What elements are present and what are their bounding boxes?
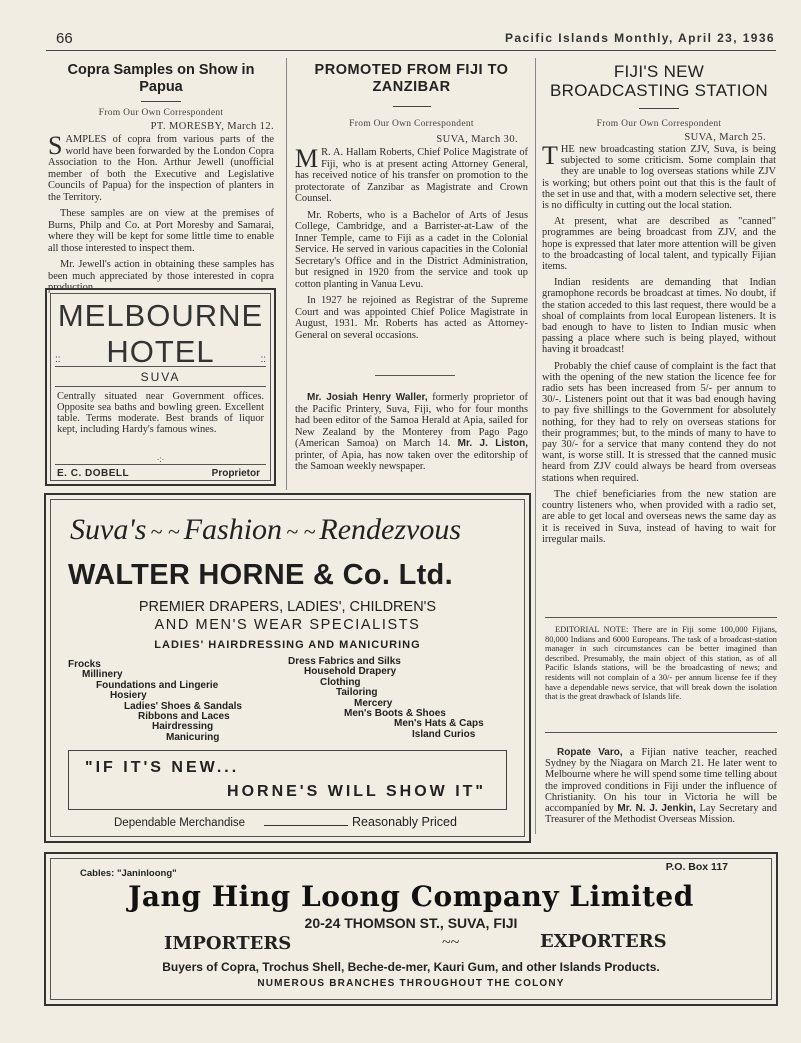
editorial-rule-bottom <box>545 732 777 733</box>
headline-rule <box>141 101 181 102</box>
jang-buyers: Buyers of Copra, Trochus Shell, Beche-de-mer, Kauri Gum, and other Islands Products. <box>162 960 660 974</box>
broadcasting-dateline: SUVA, March 25. <box>684 132 766 143</box>
jang-separator: ~~ <box>442 934 460 951</box>
zanzibar-paragraph-1: R. A. Hallam Roberts, Chief Police Magistrate of Fiji, who is at present acting Attorney General, has received notice of his transfer on promotion to the protectorate of Zanzibar as Magistrate and Crown Counsel. <box>295 147 528 204</box>
liston-lead: Mr. J. Liston, <box>457 438 528 449</box>
broadcasting-correspondent: From Our Own Correspondent <box>596 119 722 129</box>
horne-slogan-1: "IF IT'S NEW... <box>85 759 240 776</box>
list-item: Clothing <box>320 676 361 688</box>
copra-article <box>48 62 274 299</box>
editorial-note: EDITORIAL NOTE: There are in Fiji some 100,000 Fijians, 80,000 Indians and 6000 Europeans. The task of a broadcast-station manager in such circumstances can be better imagined than described. Presumably, the main object of this station, as of all Pacific Islands stations, will be the broadcasting of news; and residents will not complain of a 30/- per annum license fee if they have a dependable news service, that will break down the isolation that is the great drawback of Islands life. <box>545 625 777 702</box>
dots-right: :: <box>260 354 266 365</box>
copra-dateline: PT. MORESBY, March 12. <box>150 121 274 132</box>
list-item: Mercery <box>354 697 393 709</box>
list-item: Hairdressing <box>152 721 214 733</box>
varo-text-2: Lay Secretary and Treasurer of the Methodist Overseas Mission. <box>545 803 777 826</box>
jang-po-box: P.O. Box 117 <box>665 861 728 873</box>
zanzibar-correspondent: From Our Own Correspondent <box>349 119 474 129</box>
jang-branches: NUMEROUS BRANCHES THROUGHOUT THE COLONY <box>257 978 565 989</box>
tagline-dash-1: ~ ~ <box>150 519 180 544</box>
horne-footer-right: Reasonably Priced <box>352 815 457 829</box>
tagline-dash-2: ~ ~ <box>286 519 316 544</box>
copra-dropcap: S <box>48 131 63 160</box>
editorial-rule-top <box>545 617 777 618</box>
horne-slogan-box <box>68 750 507 810</box>
varo-note <box>545 747 777 830</box>
broadcasting-body <box>542 141 777 545</box>
horne-line-3: LADIES' HAIRDRESSING AND MANICURING <box>154 639 421 651</box>
zanzibar-dropcap: M <box>295 144 319 173</box>
headline-rule <box>393 106 431 107</box>
waller-text: formerly proprietor of the Pacific Printery, Suva, Fiji, who for four months had been editor of the Samoa Herald at Apia, sailed for New Zealand by the Monterey from Pago Pago (American Samoa) on March 14. <box>295 392 528 449</box>
section-rule <box>375 375 455 376</box>
copra-headline: Copra Samples on Show in Papua <box>67 62 255 95</box>
list-item: Men's Hats & Caps <box>394 718 484 730</box>
horne-line-1: PREMIER DRAPERS, LADIES', CHILDREN'S <box>138 599 437 615</box>
copra-correspondent: From Our Own Correspondent <box>98 108 224 118</box>
horne-company-name: WALTER HORNE & Co. Ltd. <box>68 559 453 591</box>
jang-address: 20-24 THOMSON ST., SUVA, FIJI <box>304 915 518 931</box>
tagline-fashion: Fashion <box>183 513 283 546</box>
copra-paragraph-3: Mr. Jewell's action in obtaining these samples has been much appreciated by those interested in copra production. <box>48 259 274 293</box>
hotel-rule <box>55 366 266 367</box>
header-rule <box>46 50 776 51</box>
list-item: Men's Boots & Shoes <box>344 708 446 720</box>
broadcasting-paragraph-2: At present, what are described as "canned" programmes are being broadcast from ZJV, and the hope is expressed that later more attention will be given to the broadcasting of local talent, and typically Fijian items. <box>542 216 776 273</box>
broadcasting-dropcap: T <box>542 141 558 170</box>
zanzibar-headline: PROMOTED FROM FIJI TO ZANZIBAR <box>314 62 509 95</box>
varo-text: a Fijian native teacher, reached Sydney by the Niagara on March 21. He later went to Melbourne where he will spend some time telling about the improved conditions in Fiji under the influence of Christianity. On his tour in Victoria he will be accompanied by <box>545 747 778 815</box>
copra-paragraph-2: These samples are on view at the premises of Burns, Philp and Co. at Port Moresby and Samarai, where they will be kept for some little time to enable all those interested to inspect them. <box>48 208 274 254</box>
tagline-suvas: Suva's <box>70 513 147 546</box>
tagline-rendezvous: Rendezvous <box>319 513 461 546</box>
jang-hing-loong-ad <box>44 852 778 1006</box>
list-item: Island Curios <box>412 728 476 740</box>
list-item: Frocks <box>68 659 101 670</box>
list-item: Ladies' Shoes & Sandals <box>124 700 242 712</box>
broadcasting-paragraph-3: Indian residents are demanding that Indian gramophone records be broadcast at times. No doubt, if the station acceded to this last request, there would be a shoal of complaints from local European listeners. It is bad enough to have to listen to Indian music when passing a place where such is being played, without having it broadcast! <box>542 277 776 356</box>
jang-company-name: Jang Hing Loong Company Limited <box>128 880 694 913</box>
hotel-rule-2 <box>55 386 266 387</box>
broadcasting-paragraph-5: The chief beneficiaries from the new station are country listeners who, when provided with a radio set, are able to get local and overseas news the same day as it is received in Suva, instead of having to wait for irregular mails. <box>542 488 776 545</box>
jang-importers: IMPORTERS <box>164 933 292 954</box>
list-item: Manicuring <box>166 731 220 743</box>
copra-paragraph-1: AMPLES of copra from various parts of the world have been forwarded by the London Copra Association to the Hon. Arthur Jewell (unofficial member of both the Executive and Legislative Councils of Papua) for the inspection of planters in the Territory. <box>48 134 274 203</box>
hotel-proprietor-label: Proprietor <box>211 468 260 479</box>
hotel-name-line-2: HOTEL <box>106 334 215 369</box>
list-item: Foundations and Lingerie <box>96 679 219 691</box>
horne-tagline <box>70 513 461 547</box>
headline-rule <box>639 108 679 109</box>
horne-slogan-2: HORNE'S WILL SHOW IT" <box>227 783 486 800</box>
zanzibar-article <box>295 62 528 346</box>
list-item: Hosiery <box>110 690 147 702</box>
zanzibar-body <box>295 144 528 341</box>
broadcasting-headline: FIJI'S NEW BROADCASTING STATION <box>550 62 768 100</box>
list-item: Millinery <box>82 669 123 681</box>
zanzibar-paragraph-2: Mr. Roberts, who is a Bachelor of Arts of Jesus College, Cambridge, and a Barrister-at-Law of the Inner Temple, came to Fiji as a cadet in the Colonial Service. He served in various capacities in the Colonial Secretary's Office and in the District Administration, but resigned in 1920 from the service and took up cotton planting in Vanua Levu. <box>295 209 528 290</box>
waller-lead: Mr. Josiah Henry Waller, <box>307 392 428 403</box>
varo-lead: Ropate Varo, <box>557 747 623 758</box>
broadcasting-paragraph-4: Probably the chief cause of complaint is the fact that with the opening of the new station the licence fee for radio sets has been increased from 5/- per annum to 30/-. Listeners point out that it was bad enough having to pay five shillings to the Government for absolutely nothing, for they had to rely on overseas stations for their programmes; but, to the minds of many to have to pay 30/- for a service that many contend they do not want, is worse still. It is stressed that the canned music heard from ZJV could always be heard from overseas stations when required. <box>542 360 776 484</box>
jang-cables: Cables: "Janinloong" <box>80 868 177 879</box>
copra-body <box>48 131 274 294</box>
walter-horne-ad <box>44 493 531 843</box>
publication-header: Pacific Islands Monthly, April 23, 1936 <box>504 31 775 45</box>
zanzibar-paragraph-3: In 1927 he rejoined as Registrar of the Supreme Court and was appointed Chief Police Magistrate in August, 1931. Mr. Roberts has acted as Attorney-General on several occasions. <box>295 295 528 341</box>
horne-left-list <box>68 660 242 743</box>
zanzibar-dateline: SUVA, March 30. <box>436 134 518 145</box>
waller-text-2: printer, of Apia, has now taken over the editorship of the Samoan weekly newspaper. <box>295 449 528 472</box>
list-item: Ribbons and Laces <box>138 711 230 723</box>
horne-line-2: AND MEN'S WEAR SPECIALISTS <box>154 617 421 633</box>
column-divider-left <box>286 58 287 490</box>
hotel-name-line-1: MELBOURNE <box>57 298 264 333</box>
list-item: Dress Fabrics and Silks <box>288 656 401 667</box>
horne-right-list <box>288 657 484 740</box>
horne-footer-rule <box>264 825 348 826</box>
jang-exporters: EXPORTERS <box>540 931 667 952</box>
dots-left: :: <box>55 354 61 365</box>
broadcasting-article <box>542 62 776 550</box>
hotel-ornament: ·:· <box>156 455 165 464</box>
jenkin-lead: Mr. N. J. Jenkin, <box>617 803 696 815</box>
melbourne-hotel-ad <box>45 288 276 486</box>
horne-footer-left: Dependable Merchandise <box>114 817 246 829</box>
column-divider-right <box>535 58 536 834</box>
broadcasting-paragraph-1: HE new broadcasting station ZJV, Suva, is being subjected to some criticism. Some complain that they are unable to log overseas stations while ZJV is working; but others point out that this is the fault of the set in use and that, with a modern selective set, there is no difficulty in cutting out the local station. <box>542 144 777 212</box>
hotel-rule-3 <box>55 464 266 465</box>
list-item: Tailoring <box>336 687 378 699</box>
hotel-description: Centrally situated near Government offices. Opposite sea baths and bowling green. Excellent table. Terms moderate. Best brands of liquor kept, including Hardy's famous wines. <box>57 391 264 435</box>
hotel-proprietor-name: E. C. DOBELL <box>57 468 130 479</box>
waller-note <box>295 392 528 478</box>
page-number: 66 <box>56 30 73 47</box>
list-item: Household Drapery <box>304 666 397 678</box>
hotel-city: SUVA <box>140 370 181 384</box>
